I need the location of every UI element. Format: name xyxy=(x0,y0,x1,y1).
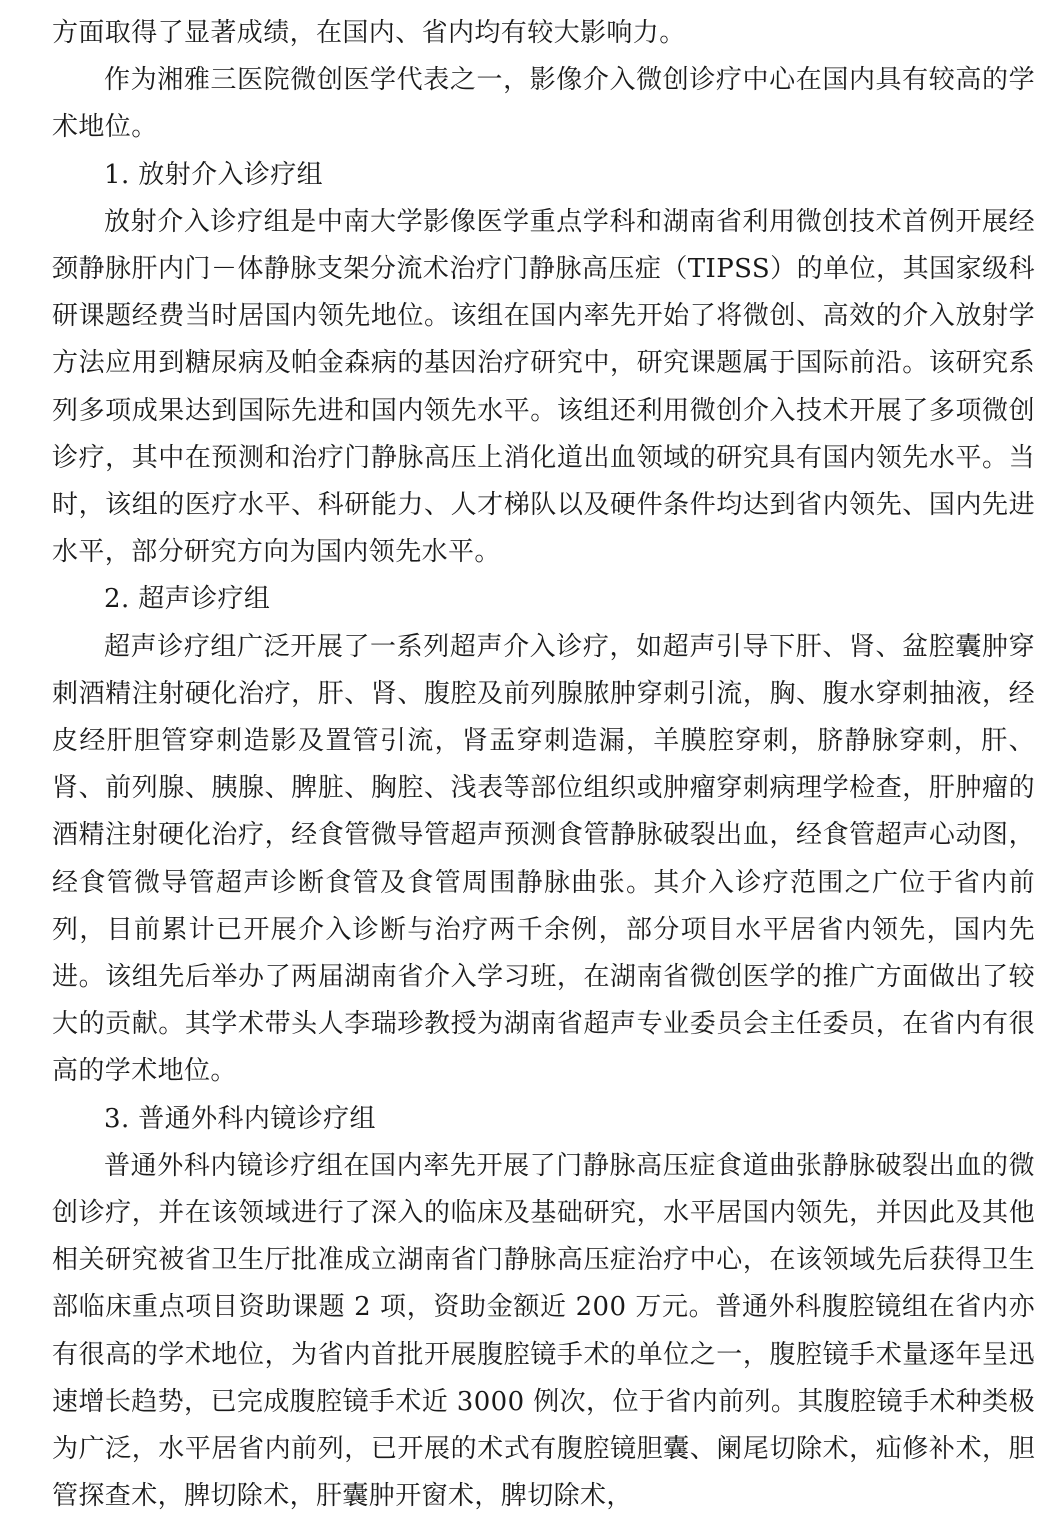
section-body-ultrasound: 超声诊疗组广泛开展了一系列超声介入诊疗，如超声引导下肝、肾、盆腔囊肿穿刺酒精注射硬化治疗，肝、肾、腹腔及前列腺脓肿穿刺引流，胸、腹水穿刺抽液，经皮经肝胆管穿刺造影及置管引流，肾盂穿刺造漏，羊膜腔穿刺，脐静脉穿刺，肝、肾、前列腺、胰腺、脾脏、胸腔、浅表等部位组织或肿瘤穿刺病理学检查，肝肿瘤的酒精注射硬化治疗，经食管微导管超声预测食管静脉破裂出血，经食管超声心动图，经食管微导管超声诊断食管及食管周围静脉曲张。其介入诊疗范围之广位于省内前列，目前累计已开展介入诊断与治疗两千余例，部分项目水平居省内领先，国内先进。该组先后举办了两届湖南省介入学习班，在湖南省微创医学的推广方面做出了较大的贡献。其学术带头人李瑞珍教授为湖南省超声专业委员会主任委员，在省内有很高的学术地位。 xyxy=(52,631,1035,1087)
intro-continuation-paragraph: 方面取得了显著成绩，在国内、省内均有较大影响力。 xyxy=(52,18,686,48)
section-body-endoscopy: 普通外科内镜诊疗组在国内率先开展了门静脉高压症食道曲张静脉破裂出血的微创诊疗，并在该领域进行了深入的临床及基础研究，水平居国内领先，并因此及其他相关研究被省卫生厅批准成立湖南省门静脉高压症治疗中心，在该领域先后获得卫生部临床重点项目资助课题 2 项，资助金额近 200 万元。普通外科腹腔镜组在省内亦有很高的学术地位，为省内首批开展腹腔镜手术的单位之一，腹腔镜手术量逐年呈迅速增长趋势，已完成腹腔镜手术近 3000 例次，位于省内前列。其腹腔镜手术种类极为广泛，水平居省内前列，已开展的术式有腹腔镜胆囊、阑尾切除术，疝修补术，胆管探查术，脾切除术，肝囊肿开窗术，脾切除术， xyxy=(52,1150,1035,1512)
document-page xyxy=(52,10,1035,1521)
section-heading-endoscopy: 3. 普通外科内镜诊疗组 xyxy=(104,1103,376,1134)
section-heading-radiology: 1. 放射介入诊疗组 xyxy=(104,159,324,190)
section-heading-ultrasound: 2. 超声诊疗组 xyxy=(104,584,271,615)
intro-paragraph: 作为湘雅三医院微创医学代表之一，影像介入微创诊疗中心在国内具有较高的学术地位。 xyxy=(52,65,1035,143)
section-body-radiology: 放射介入诊疗组是中南大学影像医学重点学科和湖南省利用微创技术首例开展经颈静脉肝内门－体静脉支架分流术治疗门静脉高压症（TIPSS）的单位，其国家级科研课题经费当时居国内领先地位。该组在国内率先开始了将微创、高效的介入放射学方法应用到糖尿病及帕金森病的基因治疗研究中，研究课题属于国际前沿。该研究系列多项成果达到国际先进和国内领先水平。该组还利用微创介入技术开展了多项微创诊疗，其中在预测和治疗门静脉高压上消化道出血领域的研究具有国内领先水平。当时，该组的医疗水平、科研能力、人才梯队以及硬件条件均达到省内领先、国内先进水平，部分研究方向为国内领先水平。 xyxy=(52,206,1035,568)
